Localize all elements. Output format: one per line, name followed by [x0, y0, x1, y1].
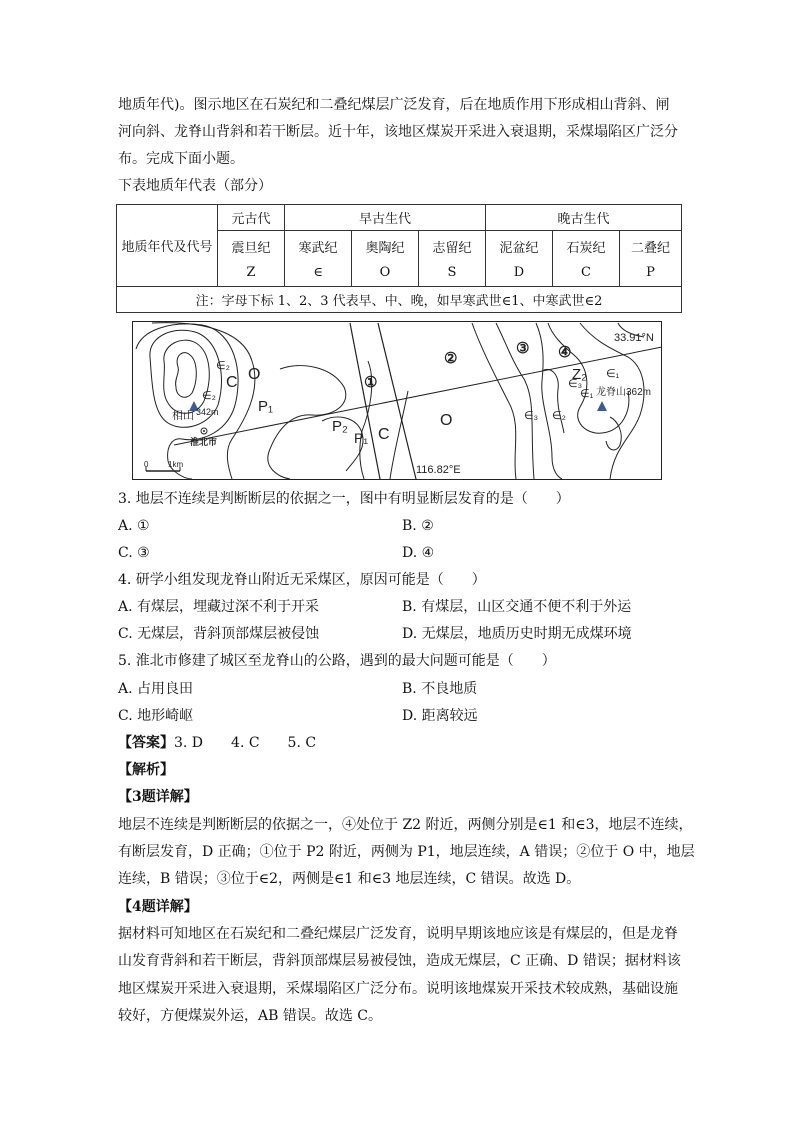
- period-name: 奥陶纪: [365, 241, 405, 256]
- question-4-option-a[interactable]: A. 有煤层，埋藏过深不利于开采: [118, 599, 320, 615]
- explain-4-title: 【4题详解】: [118, 899, 198, 915]
- stratum-z2: Z₂: [572, 366, 587, 383]
- period-name: 二叠纪: [630, 241, 670, 256]
- table-note: 注：字母下标 1、2、3 代表早、中、晚，如早寒武世∈1、中寒武世∈2: [117, 287, 682, 313]
- intro-line-3: 布。完成下面小题。: [118, 151, 244, 167]
- stratum-p2: P₂: [332, 418, 348, 435]
- geologic-time-table: [116, 204, 682, 313]
- stratum-c-a: C: [226, 374, 238, 391]
- answer-line: [118, 734, 316, 752]
- stratum-e1-a: ∈₁: [606, 368, 620, 380]
- stratum-e3-a: ∈₃: [524, 410, 539, 422]
- question-5-option-d[interactable]: D. 距离较远: [402, 708, 478, 724]
- stratum-c-b: C: [378, 426, 390, 443]
- xiangshan-elevation: 342m: [196, 407, 219, 417]
- answer-label: 【答案】: [118, 735, 174, 751]
- period-code: P: [646, 265, 655, 280]
- explain-4-line-3: 地区煤炭开采进入衰退期，采煤塌陷区广泛分布。说明该地煤炭开采技术较成熟，基础设施: [118, 981, 678, 997]
- scale-zero: 0: [144, 460, 149, 469]
- intro-line-1: 地质年代)。图示地区在石炭纪和二叠纪煤层广泛发育，后在地质作用下形成相山背斜、闸: [118, 97, 670, 113]
- period-carboniferous: [553, 231, 620, 287]
- period-name: 寒武纪: [298, 241, 338, 256]
- stratum-o-b: O: [440, 412, 453, 429]
- question-3-option-d[interactable]: D. ④: [402, 545, 435, 561]
- answer-values: 3. D 4. C 5. C: [174, 735, 317, 751]
- stratum-e2-b: ∈₂: [202, 390, 216, 402]
- stratum-o-a: O: [248, 366, 261, 383]
- period-code: ∈: [313, 265, 323, 280]
- question-3-stem: 3. 地层不连续是判断断层的依据之一，图中有明显断层发育的是（ ）: [118, 491, 570, 507]
- xiangshan-label: 相山: [172, 410, 194, 422]
- stratum-p1-a: P₁: [258, 398, 274, 415]
- period-code: D: [513, 265, 525, 280]
- intro-line-2: 河向斜、龙脊山背斜和若干断层。近十年，该地区煤炭开采进入衰退期，采煤塌陷区广泛分: [118, 124, 678, 140]
- explain-4-line-2: 山发育背斜和若干断层，背斜顶部煤层易被侵蚀，造成无煤层，C 正确、D 错误；据材料该: [118, 953, 681, 969]
- stratum-e1-b: ∈₁: [580, 388, 594, 400]
- question-3-option-a[interactable]: A. ①: [118, 518, 150, 534]
- period-silurian: [419, 231, 486, 287]
- marker-3: ③: [516, 340, 530, 357]
- row-header-text: 地质年代及代号: [121, 240, 213, 255]
- city-label: 淮北市: [190, 437, 218, 447]
- period-name: 泥盆纪: [499, 241, 539, 256]
- stratum-e2-c: ∈₂: [552, 410, 566, 422]
- question-4-stem: 4. 研学小组发现龙脊山附近无采煤区，原因可能是（ ）: [118, 572, 486, 588]
- longjishan-label: 龙脊山362m: [596, 387, 652, 398]
- stratum-e3-b: ∈₃: [568, 378, 583, 390]
- question-3-option-b[interactable]: B. ②: [402, 518, 434, 534]
- period-sinian: [218, 231, 285, 287]
- eon-late-paleozoic: 晚古生代: [486, 205, 682, 231]
- table-row-header: [117, 205, 218, 287]
- stratum-e2-a: ∈₂: [216, 360, 230, 372]
- period-name: 志留纪: [432, 241, 472, 256]
- period-code: C: [581, 265, 591, 280]
- eon-proterozoic: 元古代: [218, 205, 285, 231]
- geologic-map: [132, 321, 662, 481]
- period-name: 震旦纪: [231, 241, 271, 256]
- marker-1: ①: [364, 374, 378, 391]
- question-5-stem: 5. 淮北市修建了城区至龙脊山的公路，遇到的最大问题可能是（ ）: [118, 653, 556, 669]
- explain-4-line-4: 较好，方便煤炭外运，AB 错误。故选 C。: [118, 1008, 383, 1024]
- period-devonian: [486, 231, 553, 287]
- explain-4-line-1: 据材料可知地区在石炭纪和二叠纪煤层广泛发育，说明早期该地应该是有煤层的，但是龙脊: [118, 926, 678, 942]
- table-caption: 下表地质年代表（部分）: [118, 178, 272, 194]
- analysis-label: 【解析】: [118, 762, 174, 778]
- marker-4: ④: [558, 344, 572, 361]
- period-cambrian: [285, 231, 352, 287]
- period-code: O: [379, 265, 391, 280]
- city-icon-dot: [203, 430, 205, 432]
- explain-3-line-1: 地层不连续是判断断层的依据之一，④处位于 Z2 附近，两侧分别是∈1 和∈3，地层不连续，: [118, 817, 693, 833]
- scale-km: 1km: [168, 460, 184, 469]
- explain-3-title: 【3题详解】: [118, 789, 198, 805]
- question-5-option-b[interactable]: B. 不良地质: [402, 681, 478, 697]
- question-3-option-c[interactable]: C. ③: [118, 545, 150, 561]
- period-ordovician: [352, 231, 419, 287]
- stratum-p1-b: P₁: [354, 430, 369, 446]
- period-permian: [620, 231, 682, 287]
- eon-early-paleozoic: 早古生代: [285, 205, 486, 231]
- longitude-label: 116.82°E: [416, 464, 461, 476]
- marker-2: ②: [444, 350, 458, 367]
- period-code: S: [447, 265, 457, 280]
- period-code: Z: [246, 265, 256, 280]
- latitude-label: 33.91°N: [614, 332, 654, 344]
- question-5-option-c[interactable]: C. 地形崎岖: [118, 708, 194, 724]
- explain-3-line-2: 有断层发育，D 正确；①位于 P2 附近，两侧为 P1，地层连续，A 错误；②位于 O 中，地层: [118, 844, 695, 860]
- explain-3-line-3: 连续，B 错误；③位于∈2，两侧是∈1 和∈3 地层连续，C 错误。故选 D。: [118, 871, 581, 887]
- question-4-option-d[interactable]: D. 无煤层，地质历史时期无成煤环境: [402, 626, 632, 642]
- question-4-option-b[interactable]: B. 有煤层，山区交通不便不利于外运: [402, 599, 632, 615]
- period-name: 石炭纪: [566, 241, 606, 256]
- question-5-option-a[interactable]: A. 占用良田: [118, 681, 194, 697]
- question-4-option-c[interactable]: C. 无煤层，背斜顶部煤层被侵蚀: [118, 626, 320, 642]
